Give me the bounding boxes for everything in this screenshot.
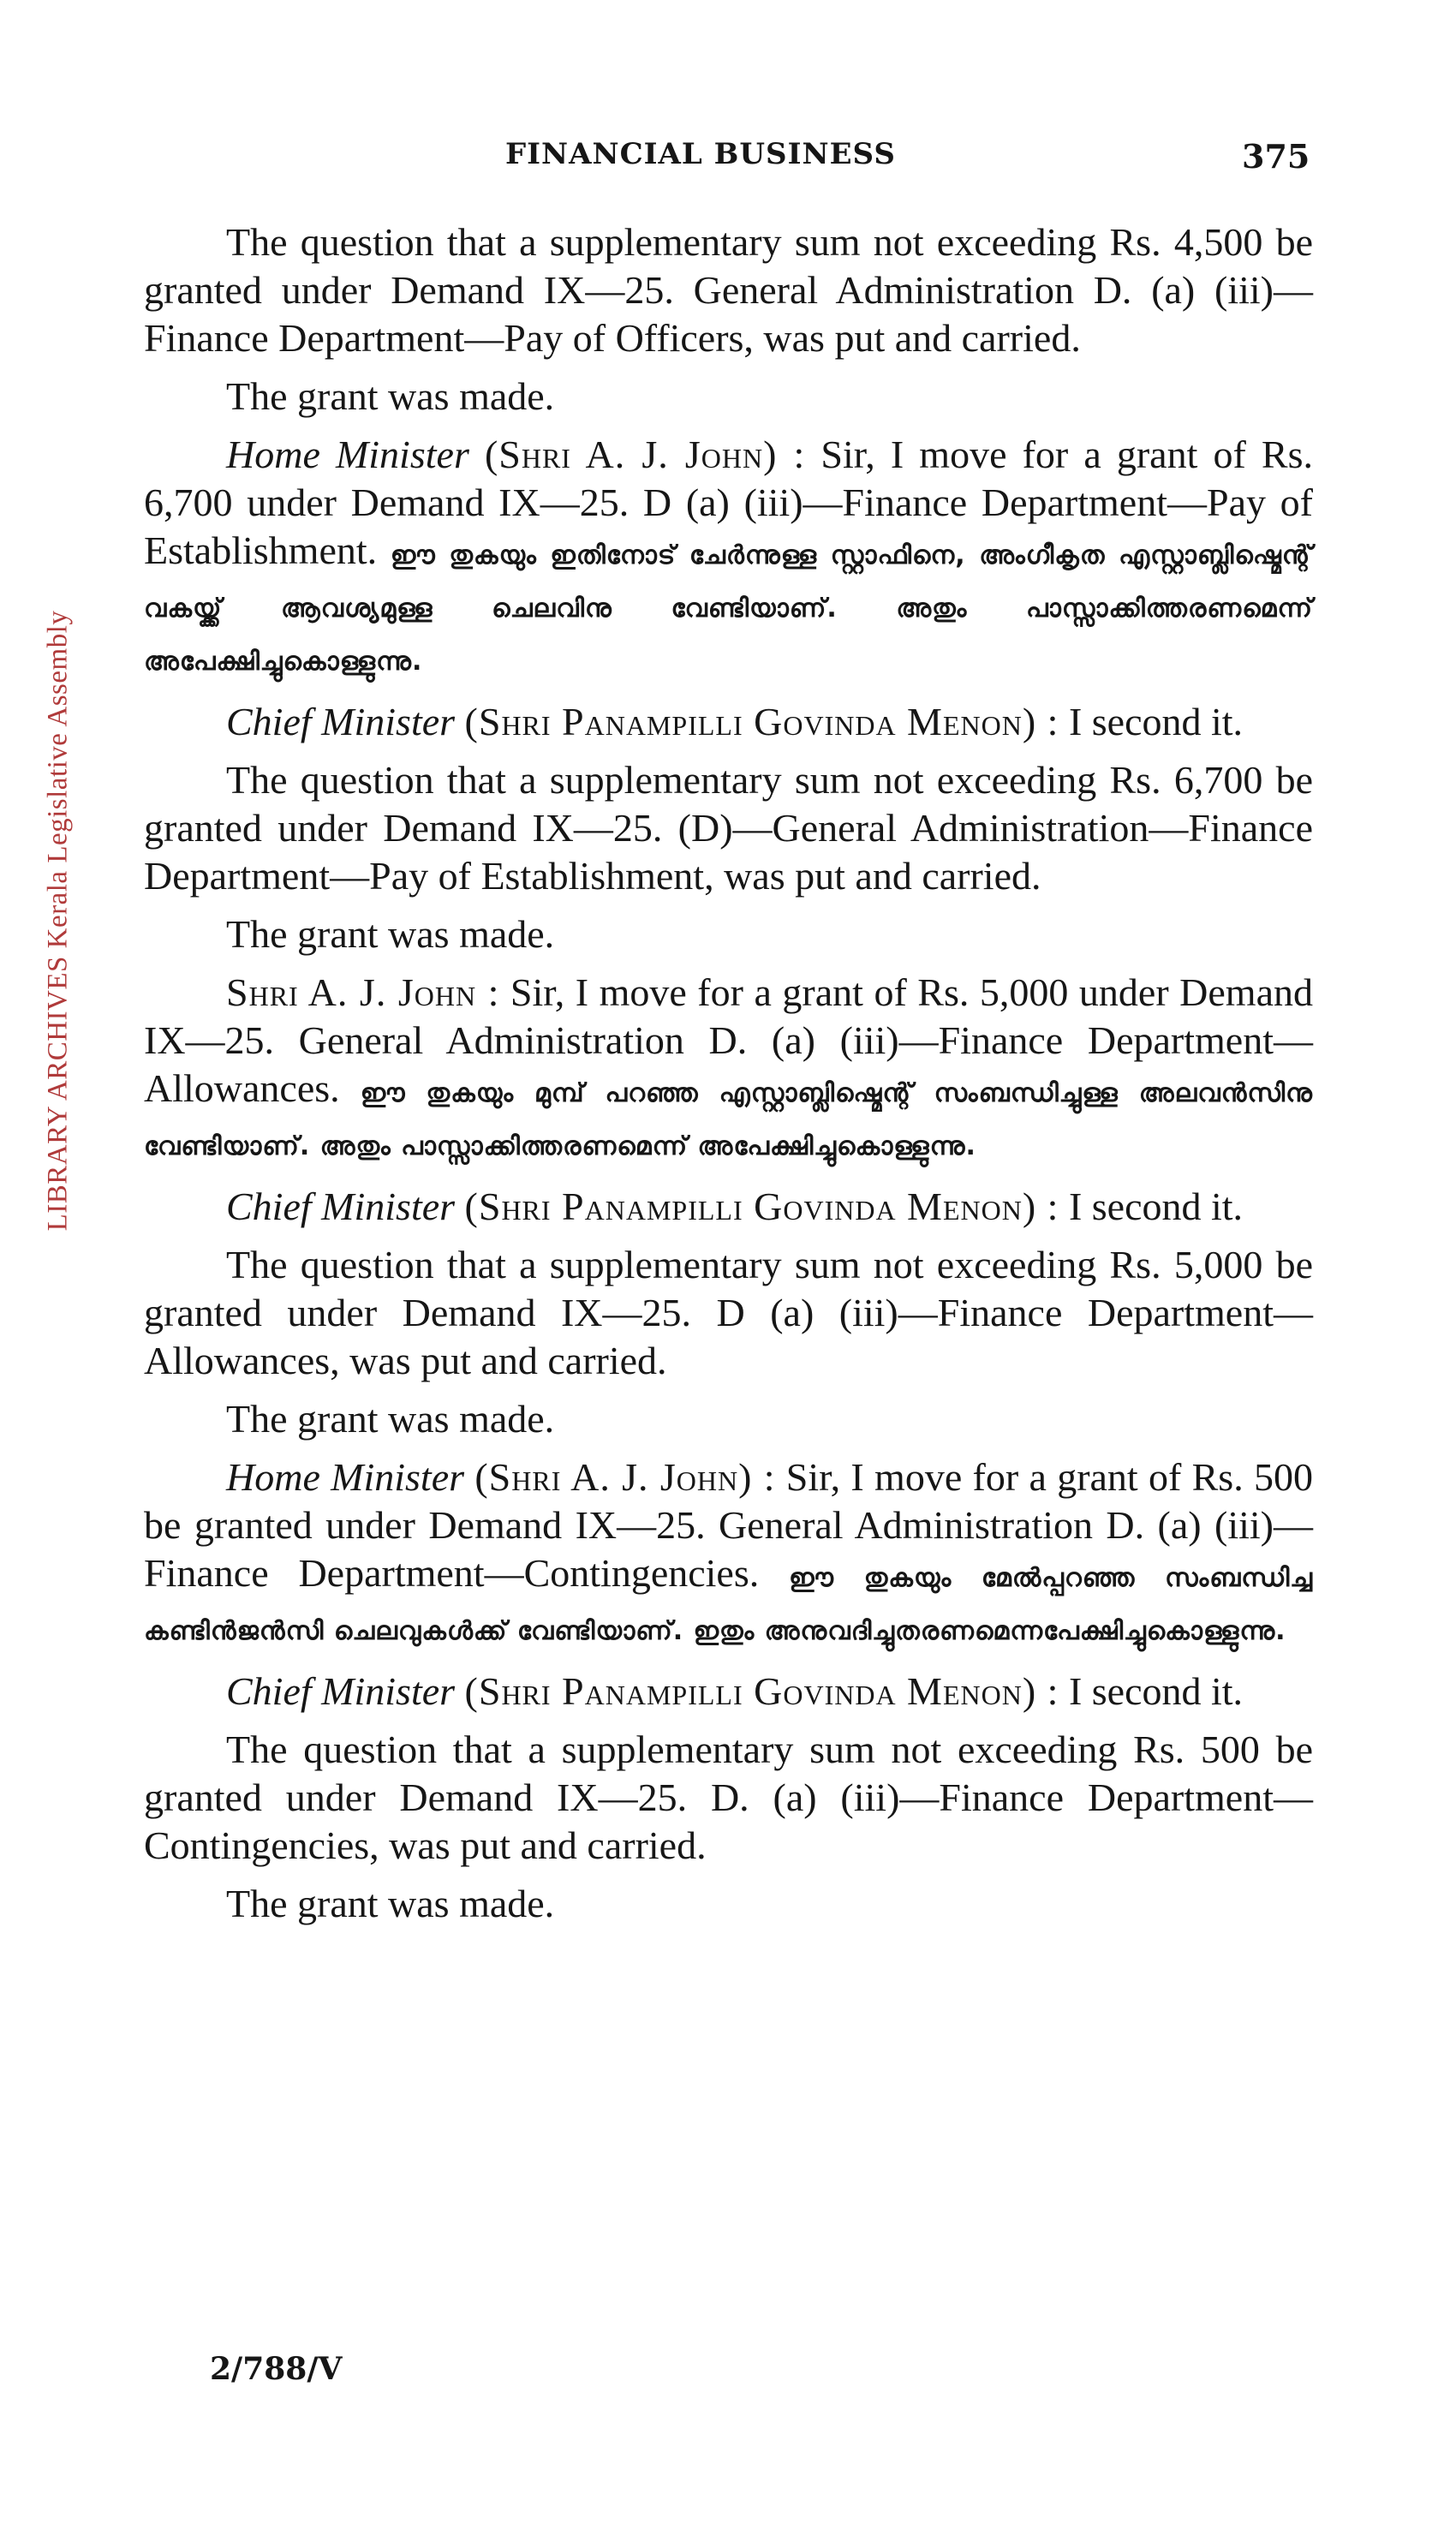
running-head: FINANCIAL BUSINESS <box>505 137 896 171</box>
speech <box>144 1183 1313 1231</box>
paragraph <box>144 1726 1313 1870</box>
paragraph <box>144 1395 1313 1443</box>
speech-text: I second it. <box>1059 1184 1244 1228</box>
paragraph-text: The grant was made. <box>226 1397 555 1441</box>
paragraph-text: The grant was made. <box>226 912 555 956</box>
print-reference: 2/788/V <box>210 2351 343 2387</box>
paragraph-text: The grant was made. <box>226 374 555 418</box>
malayalam-text: ഈ തുകയും ഇതിനോട് ചേർന്നുള്ള സ്റ്റാഫിനെ, അംഗീകൃത എസ്റ്റാബ്ലിഷ്മെന്റ് വകയ്ക്ക് ആവശ്യമുള്ള ചെലവിനു വേണ്ടിയാണ്. അതും പാസ്സാക്കിത്തരണമെന്ന് അപേക്ഷിച്ചുകൊള്ളുന്നു. <box>144 540 1313 677</box>
paragraph-text: The question that a supplementary sum not exceeding Rs. 4,500 be granted under Demand IX—25. General Administration D. (a) (iii)—Finance Department—Pay of Officers, was put and carried. <box>144 220 1313 360</box>
paragraph-text: The question that a supplementary sum not exceeding Rs. 6,700 be granted under Demand IX—25. (D)—General Administration—Finance Department—Pay of Establishment, was put and carried. <box>144 758 1313 898</box>
archive-stamp: LIBRARY ARCHIVES Kerala Legislative Assembly <box>42 610 74 1232</box>
paragraph <box>144 1880 1313 1928</box>
malayalam-text: ഈ തുകയും മുമ്പ് പറഞ്ഞ എസ്റ്റാബ്ലിഷ്മെന്റ് സംബന്ധിച്ചുള്ള അലവൻസിനു വേണ്ടിയാണ്. അതും പാസ്സാക്കിത്തരണമെന്ന് അപേക്ഷിച്ചുകൊള്ളുന്നു. <box>144 1078 1313 1161</box>
speaker-title: Home Minister <box>226 433 469 476</box>
speaker-name: (Shri A. J. John) : <box>474 1455 776 1499</box>
paragraph <box>144 910 1313 958</box>
speaker-name: (Shri A. J. John) : <box>484 433 806 476</box>
malayalam-text: ഈ തുകയും മേൽപ്പറഞ്ഞ സംബന്ധിച്ച കണ്ടിൻജൻസി ചെലവുകൾക്ക് വേണ്ടിയാണ്. ഇതും അനുവദിച്ചുതരണമെന്നപേക്ഷിച്ചുകൊള്ളുന്നു. <box>144 1563 1314 1646</box>
speech-text: I second it. <box>1059 700 1244 743</box>
paragraph <box>144 373 1313 421</box>
speech-text: Sir, I move for a grant of Rs. 500 be granted under Demand IX—25. General Administration D. (a) (iii)—Finance Department—Contingencies. <box>144 1455 1314 1595</box>
speaker-title: Chief Minister <box>226 1184 456 1228</box>
paragraph-text: The question that a supplementary sum not exceeding Rs. 5,000 be granted under Demand IX—25. D (a) (iii)—Finance Department—Allowances, was put and carried. <box>144 1243 1313 1382</box>
proceedings-body <box>144 218 1313 1938</box>
speech <box>144 969 1313 1171</box>
speech <box>144 1668 1313 1716</box>
paragraph <box>144 1241 1313 1385</box>
speech <box>144 698 1313 746</box>
speech <box>144 431 1313 686</box>
speech-text: Sir, I move for a grant of Rs. 5,000 under Demand IX—25. General Administration D. (a) (iii)—Finance Department—Allowances. <box>144 970 1313 1110</box>
speech <box>144 1453 1313 1656</box>
paragraph <box>144 218 1313 362</box>
speaker-name: (Shri Panampilli Govinda Menon) : <box>464 1184 1059 1228</box>
paragraph-text: The question that a supplementary sum not exceeding Rs. 500 be granted under Demand IX—25. D. (a) (iii)—Finance Department—Contingencies, was put and carried. <box>144 1727 1313 1867</box>
page-header <box>0 137 1456 180</box>
page-number: 375 <box>1242 137 1310 176</box>
paragraph <box>144 756 1313 900</box>
speech-text: Sir, I move for a grant of Rs. 6,700 under Demand IX—25. D (a) (iii)—Finance Department—Pay of Establishment. <box>144 433 1313 572</box>
speech-text: I second it. <box>1059 1669 1244 1713</box>
speaker-title: Chief Minister <box>226 700 456 743</box>
speaker-title: Chief Minister <box>226 1669 456 1713</box>
speaker-name: (Shri Panampilli Govinda Menon) : <box>464 700 1059 743</box>
speaker-title: Home Minister <box>226 1455 465 1499</box>
paragraph-text: The grant was made. <box>226 1882 555 1925</box>
speaker-name: (Shri Panampilli Govinda Menon) : <box>464 1669 1059 1713</box>
speaker-name: Shri A. J. John : <box>226 970 500 1014</box>
